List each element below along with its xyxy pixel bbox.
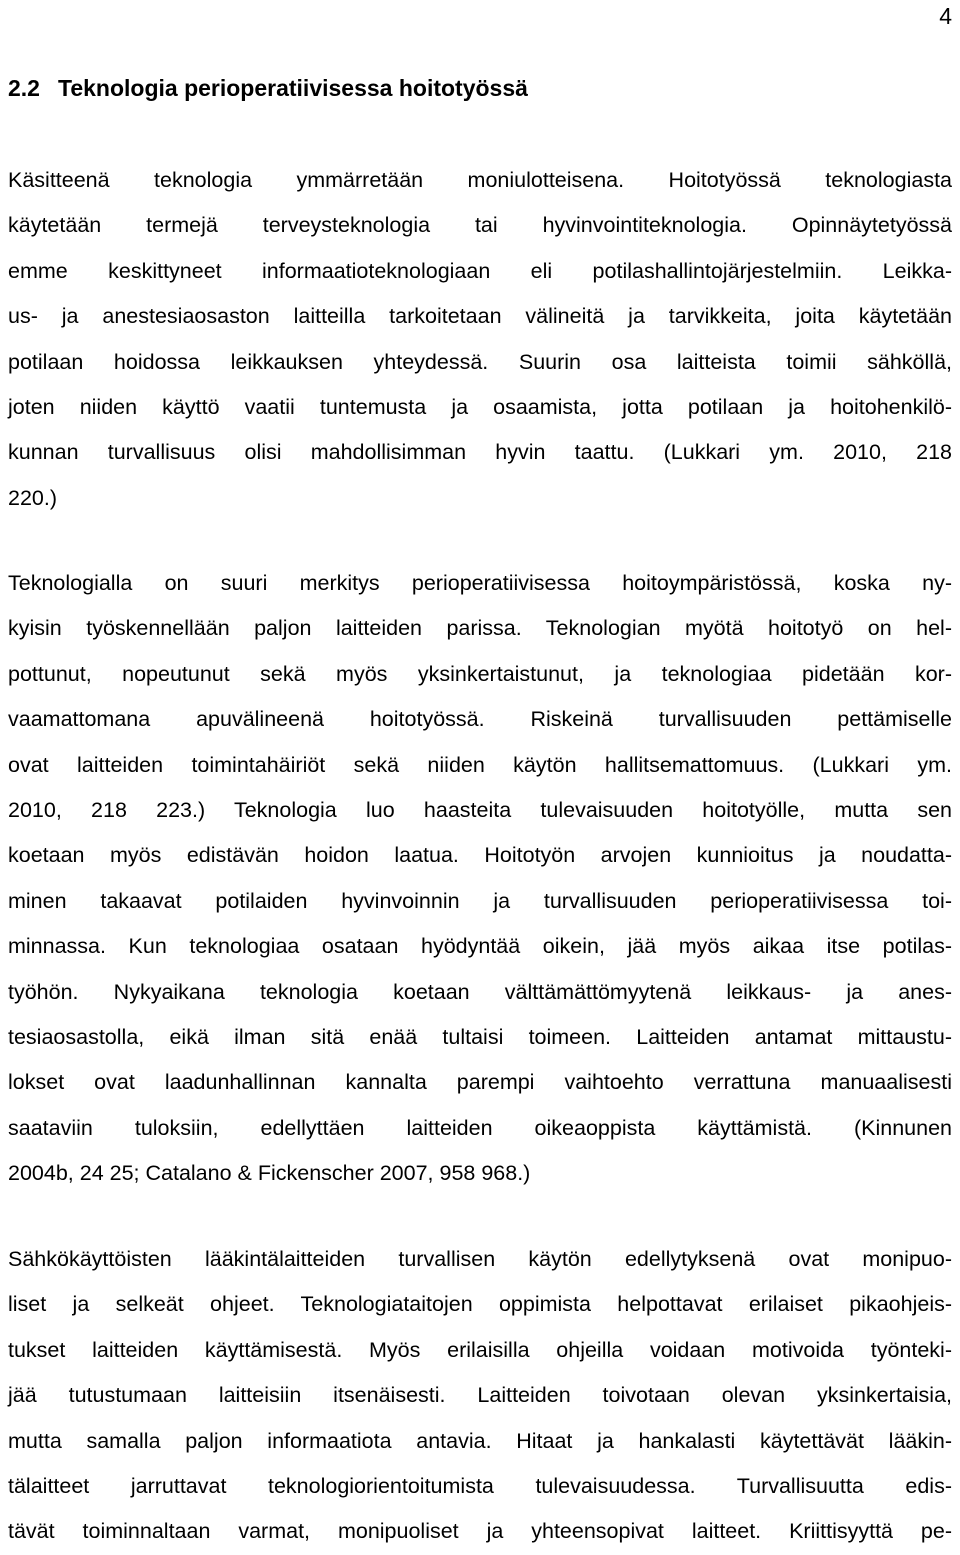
text-line: pottunut, nopeutunut sekä myös yksinkertaistunut, ja teknologiaa pidetään kor- <box>8 661 952 686</box>
text-line: emme keskittyneet informaatioteknologiaan eli potilashallintojärjestelmiin. Leikka- <box>8 258 952 283</box>
text-line: jää tutustumaan laitteisiin itsenäisesti. Laitteiden toivotaan olevan yksinkertaisia, <box>8 1383 952 1408</box>
text-line: potilaan hoidossa leikkauksen yhteydessä. Suurin osa laitteista toimii sähköllä, <box>8 349 952 374</box>
text-line: Teknologialla on suuri merkitys perioperatiivisessa hoitoympäristössä, koska ny- <box>8 571 952 595</box>
paragraph-technology-significance <box>8 561 952 1196</box>
page-number: 4 <box>939 3 952 29</box>
paragraph-technology-definition <box>8 158 952 521</box>
text-line: joten niiden käyttö vaatii tuntemusta ja osaamista, jotta potilaan ja hoitohenkilö- <box>8 394 952 419</box>
text-line: kunnan turvallisuus olisi mahdollisimman hyvin taattu. (Lukkari ym. 2010, 218 <box>8 440 952 465</box>
text-line: 2010, 218 223.) Teknologia luo haasteita tulevaisuuden hoitotyölle, mutta sen <box>8 797 952 822</box>
text-line: minen takaavat potilaiden hyvinvoinnin ja turvallisuuden perioperatiivisessa toi- <box>8 888 952 913</box>
text-line: kyisin työskennellään paljon laitteiden parissa. Teknologian myötä hoitotyö on hel- <box>8 616 952 641</box>
text-line: koetaan myös edistävän hoidon laatua. Hoitotyön arvojen kunnioitus ja noudatta- <box>8 843 952 868</box>
text-line: 2004b, 24 25; Catalano & Fickenscher 2007, 958 968.) <box>8 1161 531 1186</box>
text-line: 220.) <box>8 485 58 510</box>
text-line: käytetään termejä terveysteknologia tai hyvinvointiteknologia. Opinnäytetyössä <box>8 213 952 238</box>
section-heading <box>8 72 528 104</box>
section-number: 2.2 <box>8 75 40 101</box>
text-line: liset ja selkeät ohjeet. Teknologiataitojen oppimista helpottavat erilaiset pikaohjeis- <box>8 1292 952 1317</box>
text-line: tesiaosastolla, eikä ilman sitä enää tultaisi toimeen. Laitteiden antamat mittaustu- <box>8 1024 952 1049</box>
text-line: minnassa. Kun teknologiaa osataan hyödyntää oikein, jää myös aikaa itse potilas- <box>8 934 952 959</box>
text-line: mutta samalla paljon informaatiota antavia. Hitaat ja hankalasti käytettävät lääkin- <box>8 1428 952 1453</box>
text-line: saataviin tuloksiin, edellyttäen laitteiden oikeaoppista käyttämistä. (Kinnunen <box>8 1115 952 1140</box>
text-line: tävät toiminnaltaan varmat, monipuoliset ja yhteensopivat laitteet. Kriittisyyttä pe- <box>8 1519 952 1544</box>
text-line: lokset ovat laadunhallinnan kannalta parempi vaihtoehto verrattuna manuaalisesti <box>8 1070 952 1095</box>
text-line: tukset laitteiden käyttämisestä. Myös erilaisilla ohjeilla voidaan motivoida työnteki- <box>8 1337 952 1362</box>
text-line: Käsitteenä teknologia ymmärretään moniulotteisena. Hoitotyössä teknologiasta <box>8 168 952 192</box>
text-line: ovat laitteiden toimintahäiriöt sekä niiden käytön hallitsemattomuus. (Lukkari ym. <box>8 752 952 777</box>
section-title: Teknologia perioperatiivisessa hoitotyössä <box>57 75 528 101</box>
text-line: vaamattomana apuvälineenä hoitotyössä. Riskeinä turvallisuuden pettämiselle <box>8 707 952 732</box>
paragraph-device-instructions <box>8 1237 952 1555</box>
text-line: tälaitteet jarruttavat teknologiorientoitumista tulevaisuudessa. Turvallisuutta edis- <box>8 1473 952 1498</box>
text-line: us- ja anestesiaosaston laitteilla tarkoitetaan välineitä ja tarvikkeita, joita käytetään <box>8 304 952 329</box>
text-line: Sähkökäyttöisten lääkintälaitteiden turvallisen käytön edellytyksenä ovat monipuo- <box>8 1247 952 1271</box>
text-line: työhön. Nykyaikana teknologia koetaan välttämättömyytenä leikkaus- ja anes- <box>8 979 952 1004</box>
